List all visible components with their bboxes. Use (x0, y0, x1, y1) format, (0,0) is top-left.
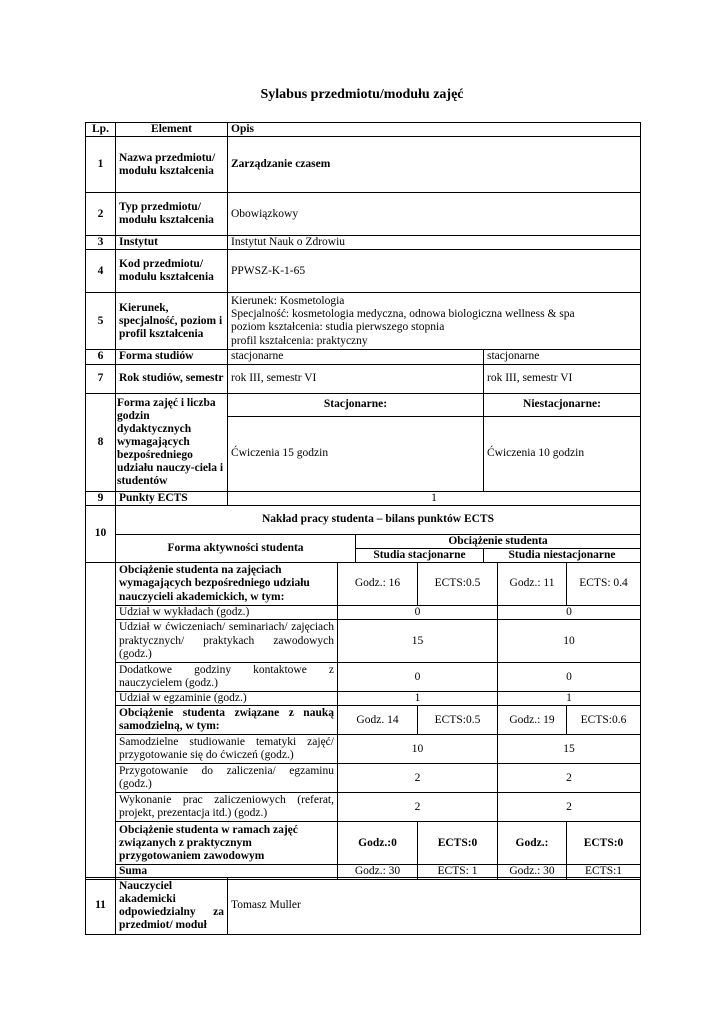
workload-a-stac-ects: ECTS:0.5 (418, 563, 498, 606)
row-9-lp: 9 (86, 491, 116, 505)
workload-a-row (86, 563, 641, 606)
workload-c-stac-godz: Godz.:0 (338, 822, 418, 865)
row-6-element: Forma studiów (116, 350, 228, 364)
workload-b-label: Obciążenie studenta związane z nauką samodzielną, w tym: (116, 706, 338, 735)
row-1 (86, 137, 641, 193)
classes-stac-heading: Stacjonarne: (228, 393, 484, 416)
workload-b3-label: Wykonanie prac zaliczeniowych (referat, projekt, prezentacja itd.) (godz.) (116, 793, 338, 822)
ects-points: 1 (228, 491, 641, 505)
row-7-lp: 7 (86, 364, 116, 393)
row-7-element: Rok studiów, semestr (116, 364, 228, 393)
classes-niestac-heading: Niestacjonarne: (484, 393, 641, 416)
workload-header: Obciążenie studenta (356, 534, 641, 548)
year-semester-niestac: rok III, semestr VI (484, 364, 641, 393)
header-row (86, 123, 641, 137)
institute: Instytut Nauk o Zdrowiu (228, 236, 641, 250)
workload-a2-row (86, 620, 641, 663)
workload-table (85, 562, 641, 880)
workload-b1-row (86, 735, 641, 764)
activity-form-header: Forma aktywności studenta (116, 534, 356, 562)
row-11 (86, 878, 641, 935)
course-name: Zarządzanie czasem (228, 137, 641, 193)
row-4 (86, 250, 641, 293)
workload-a1-label: Udział w wykładach (godz.) (116, 606, 338, 620)
header-element: Element (116, 123, 228, 137)
workload-a4-niestac: 1 (498, 692, 641, 706)
row-5-element: Kierunek, specjalność, poziom i profil kształcenia (116, 293, 228, 350)
field-line-poziom: poziom kształcenia: studia pierwszego stopnia (231, 321, 445, 334)
workload-b-stac-godz: Godz. 14 (338, 706, 418, 735)
workload-a3-stac: 0 (338, 663, 498, 692)
workload-a2-label: Udział w ćwiczeniach/ seminariach/ zajęciach praktycznych/ praktykach zawodowych (godz.) (116, 620, 338, 663)
workload-a-label: Obciążenie studenta na zajęciach wymagających bezpośredniego udziału nauczycieli akademickich, w tym: (116, 563, 338, 606)
row-8-element: Forma zajęć i liczba godzin dydaktycznych wymagających bezpośredniego udziału nauczy-ciela i studentów (116, 393, 228, 491)
teacher-name: Tomasz Muller (228, 878, 641, 935)
row-11-lp: 11 (86, 878, 116, 935)
workload-b-niestac-godz: Godz.: 19 (498, 706, 567, 735)
workload-b2-niestac: 2 (498, 764, 641, 793)
course-type: Obowiązkowy (228, 193, 641, 236)
niestac-studies-header: Studia niestacjonarne (484, 549, 641, 563)
workload-a1-stac: 0 (338, 606, 498, 620)
row-10-heading (86, 505, 641, 534)
workload-a2-stac: 15 (338, 620, 498, 663)
workload-a-stac-godz: Godz.: 16 (338, 563, 418, 606)
study-form-stac: stacjonarne (228, 350, 484, 364)
document-title: Sylabus przedmiotu/modułu zajęć (260, 87, 464, 102)
row-7 (86, 364, 641, 393)
row-1-lp: 1 (86, 137, 116, 193)
syllabus-table (85, 122, 641, 563)
classes-stac: Ćwiczenia 15 godzin (228, 416, 484, 491)
row-3 (86, 236, 641, 250)
field-of-study (228, 293, 641, 350)
workload-a4-row (86, 692, 641, 706)
workload-a3-row (86, 663, 641, 692)
stac-studies-header: Studia stacjonarne (356, 549, 484, 563)
row-6 (86, 350, 641, 364)
row-1-element: Nazwa przedmiotu/ modułu kształcenia (116, 137, 228, 193)
workload-a-niestac-ects: ECTS: 0.4 (567, 563, 641, 606)
teacher-table (85, 877, 641, 935)
workload-a4-label: Udział w egzaminie (godz.) (116, 692, 338, 706)
workload-b-row (86, 706, 641, 735)
workload-suma-stac-ects: ECTS: 1 (418, 865, 498, 879)
row-9 (86, 491, 641, 505)
workload-a-niestac-godz: Godz.: 11 (498, 563, 567, 606)
row-8-lp: 8 (86, 393, 116, 491)
row-5-lp: 5 (86, 293, 116, 350)
field-line-kierunek: Kierunek: Kosmetologia (231, 295, 345, 307)
row-2 (86, 193, 641, 236)
workload-a3-label: Dodatkowe godziny kontaktowe z nauczycielem (godz.) (116, 663, 338, 692)
workload-suma-niestac-godz: Godz.: 30 (498, 865, 567, 879)
row-4-element: Kod przedmiotu/ modułu kształcenia (116, 250, 228, 293)
row-3-lp: 3 (86, 236, 116, 250)
workload-suma-label: Suma (116, 865, 338, 879)
workload-a3-niestac: 0 (498, 663, 641, 692)
year-semester-stac: rok III, semestr VI (228, 364, 484, 393)
workload-b1-stac: 10 (338, 735, 498, 764)
workload-heading: Nakład pracy studenta – bilans punktów ECTS (116, 505, 641, 534)
workload-b2-row (86, 764, 641, 793)
row-5 (86, 293, 641, 350)
workload-suma-stac-godz: Godz.: 30 (338, 865, 418, 879)
workload-c-niestac-ects: ECTS:0 (567, 822, 641, 865)
workload-head-row-1 (86, 534, 641, 548)
field-line-specjalnosc: Specjalność: kosmetologia medyczna, odnowa biologiczna wellness & spa (231, 308, 575, 321)
workload-b3-row (86, 793, 641, 822)
row-10-lp-cont (86, 563, 116, 880)
workload-b3-stac: 2 (338, 793, 498, 822)
course-code: PPWSZ-K-1-65 (228, 250, 641, 293)
row-4-lp: 4 (86, 250, 116, 293)
row-6-lp: 6 (86, 350, 116, 364)
field-line-profil: profil kształcenia: praktyczny (231, 334, 368, 347)
workload-a1-niestac: 0 (498, 606, 641, 620)
workload-suma-niestac-ects: ECTS:1 (567, 865, 641, 879)
row-2-lp: 2 (86, 193, 116, 236)
study-form-niestac: stacjonarne (484, 350, 641, 364)
workload-c-label: Obciążenie studenta w ramach zajęć związanych z praktycznym przygotowaniem zawodowym (116, 822, 338, 865)
workload-b-stac-ects: ECTS:0.5 (418, 706, 498, 735)
workload-b2-stac: 2 (338, 764, 498, 793)
classes-niestac: Ćwiczenia 10 godzin (484, 416, 641, 491)
workload-c-stac-ects: ECTS:0 (418, 822, 498, 865)
workload-c-niestac-godz: Godz.: (498, 822, 567, 865)
workload-b2-label: Przygotowanie do zaliczenia/ egzaminu (godz.) (116, 764, 338, 793)
header-lp: Lp. (86, 123, 116, 137)
workload-b1-niestac: 15 (498, 735, 641, 764)
workload-b-niestac-ects: ECTS:0.6 (567, 706, 641, 735)
row-10-lp: 10 (86, 505, 116, 562)
workload-b3-niestac: 2 (498, 793, 641, 822)
workload-b1-label: Samodzielne studiowanie tematyki zajęć/ przygotowanie się do ćwiczeń (godz.) (116, 735, 338, 764)
row-2-element: Typ przedmiotu/ modułu kształcenia (116, 193, 228, 236)
row-8-head (86, 393, 641, 416)
row-11-element: Nauczyciel akademicki odpowiedzialny za przedmiot/ moduł (116, 878, 228, 935)
workload-a4-stac: 1 (338, 692, 498, 706)
workload-c-row (86, 822, 641, 865)
row-3-element: Instytut (116, 236, 228, 250)
workload-a2-niestac: 10 (498, 620, 641, 663)
workload-a1-row (86, 606, 641, 620)
header-opis: Opis (228, 123, 641, 137)
row-9-element: Punkty ECTS (116, 491, 228, 505)
